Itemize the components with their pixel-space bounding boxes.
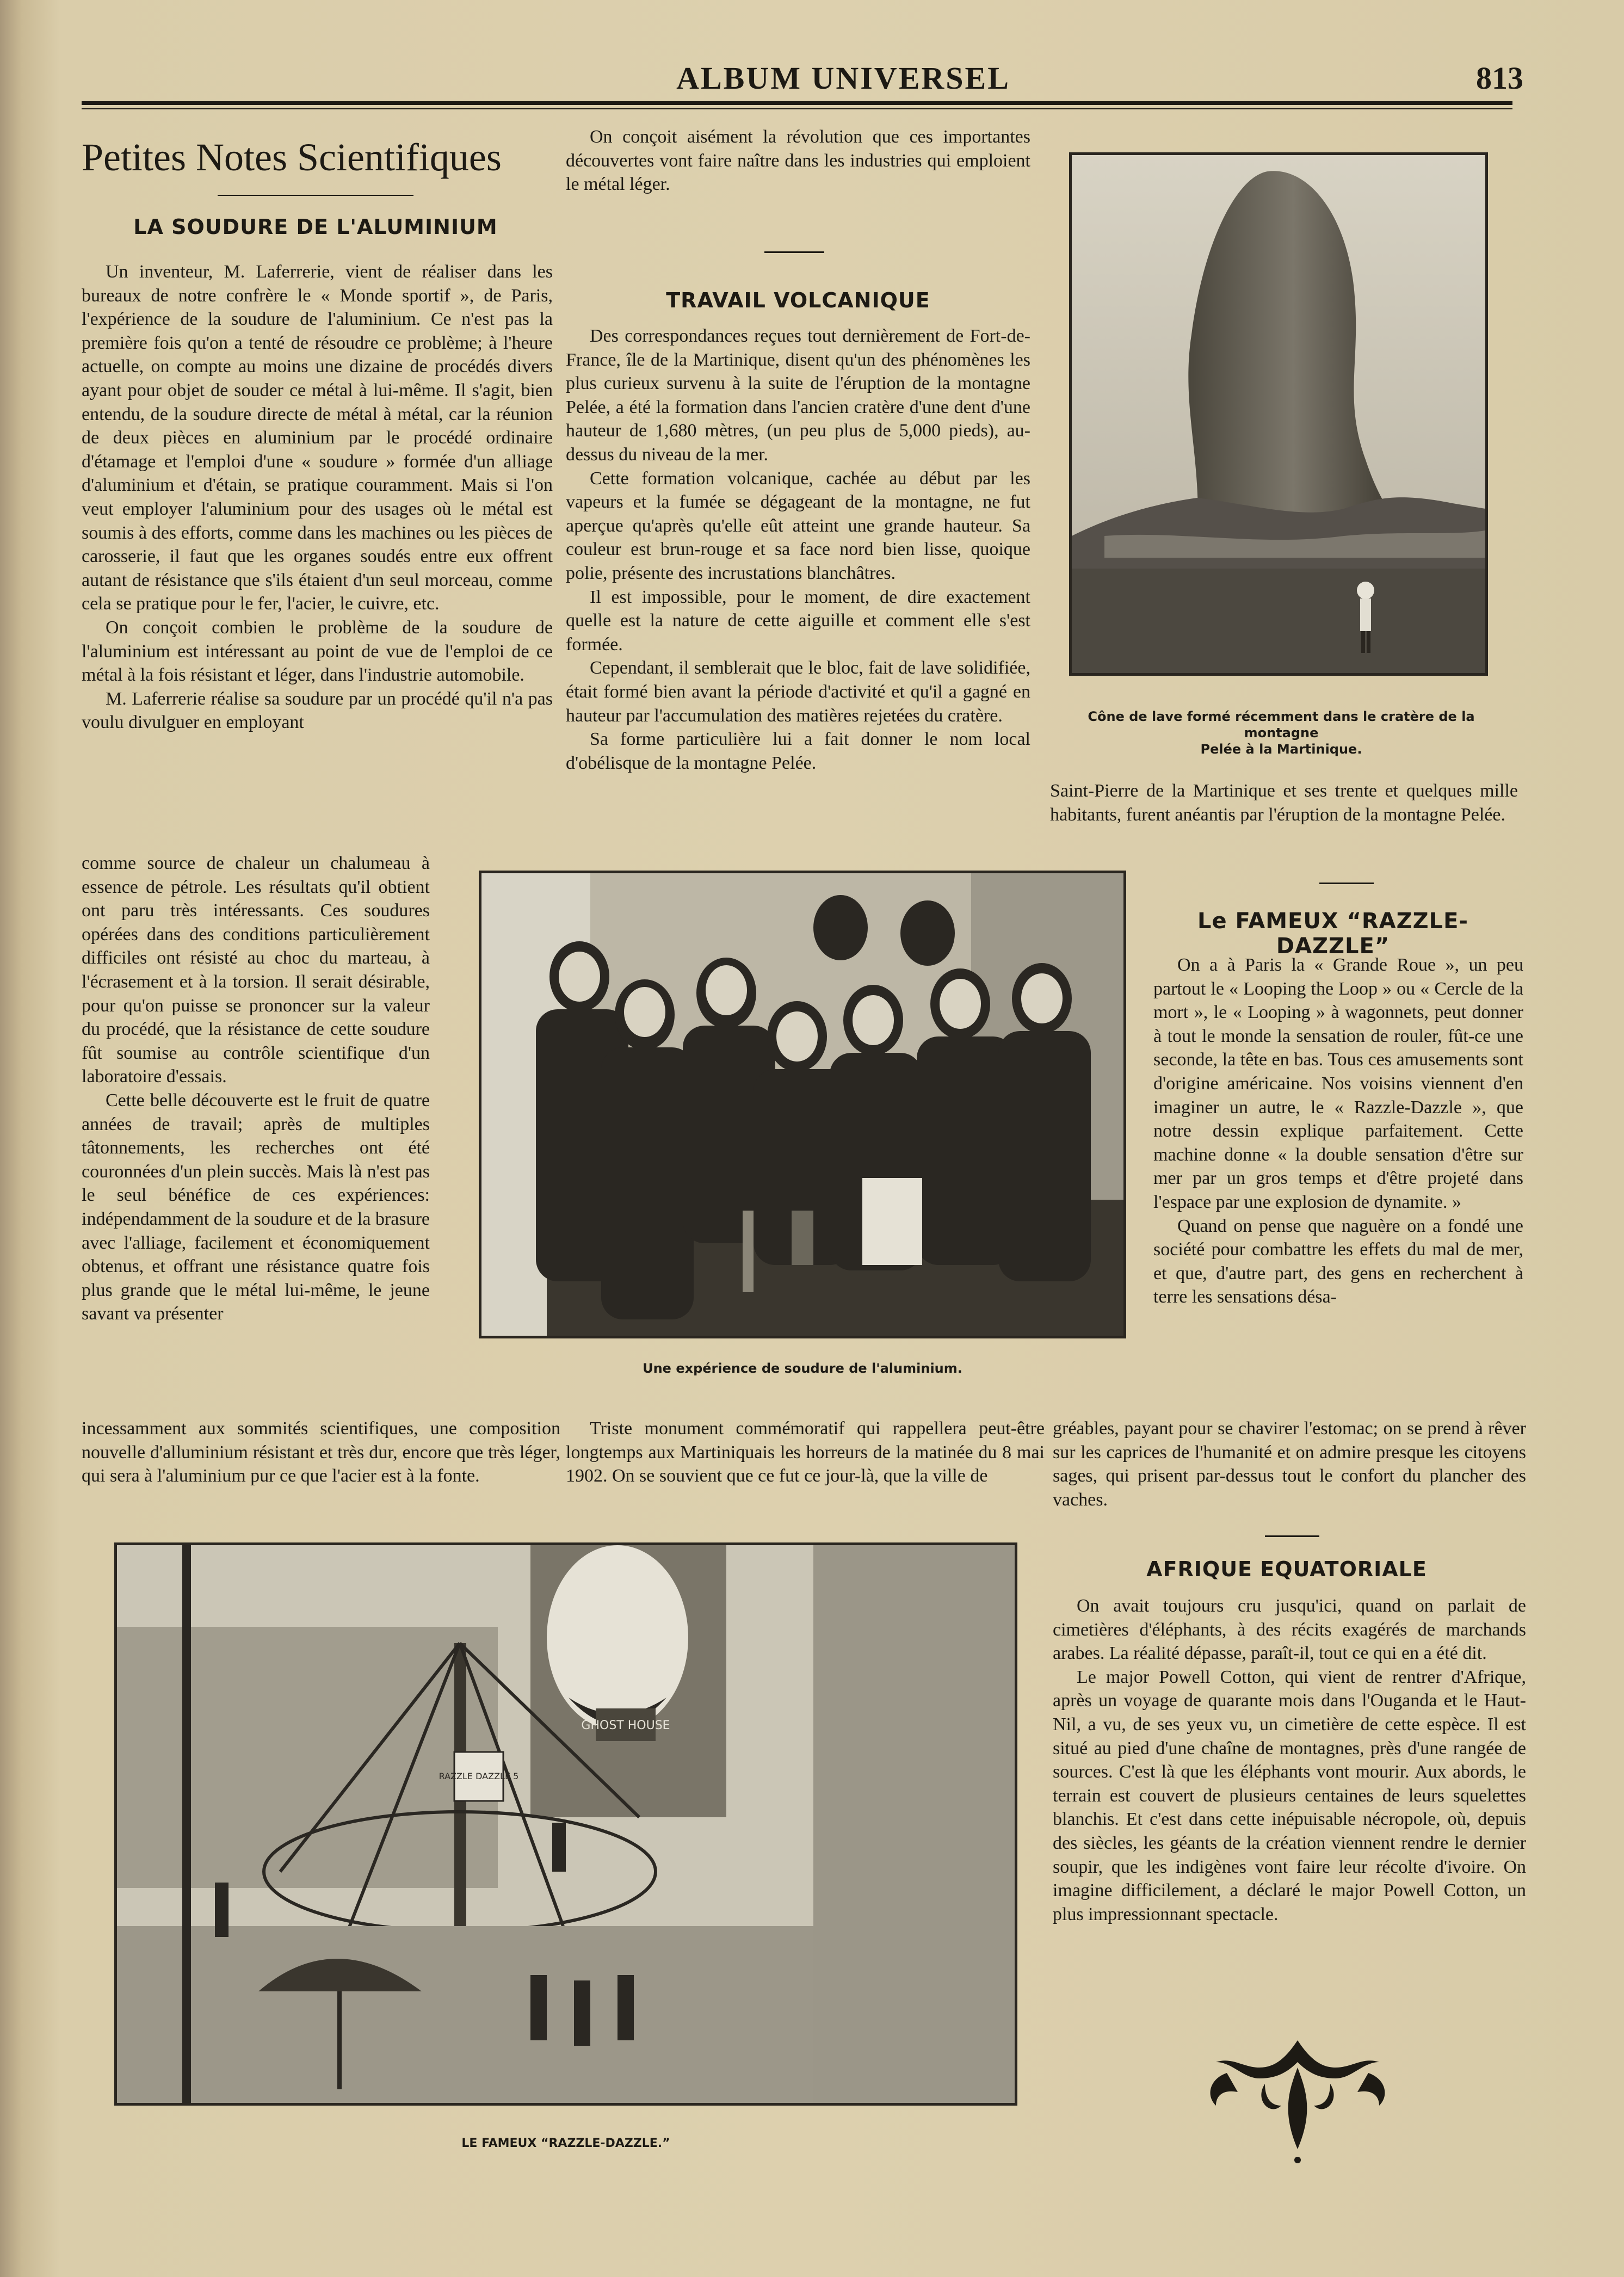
soudure-paragraph: M. Laferrerie réalise sa soudure par un procédé qu'il n'a pas voulu divulguer en employant	[82, 688, 553, 733]
soudure-heading: LA SOUDURE DE L'ALUMINIUM	[133, 215, 498, 239]
volcanique-paragraph: Cette formation volcanique, cachée au début par les vapeurs et la fumée se dégageant de la montagne, ne fut aperçue qu'après qu'elle eût atteint une grande hauteur. Sa couleur est brun-rouge et sa face nord bien lisse, quoique polie, présente des incrustations blanchâtres.	[566, 468, 1030, 583]
ornament-icon	[1194, 2035, 1401, 2165]
razzle-article-end	[1053, 1417, 1526, 1511]
soudure-article-end	[82, 1417, 560, 1488]
razzle-dazzle-photo	[114, 1542, 1017, 2106]
volcanique-paragraph: Saint-Pierre de la Martinique et ses trente et quelques mille habitants, furent anéantis par l'éruption de la montagne Pelée.	[1050, 781, 1518, 825]
razzle-dazzle-sign: RAZZLE DAZZLE 5	[439, 1771, 519, 1781]
soudure-photo	[479, 871, 1126, 1338]
ornament-flourish	[1194, 2035, 1401, 2165]
razzle-paragraph: Quand on pense que naguère on a fondé une société pour combattre les effets du mal de mer, et que, d'autre part, des gens en recherchent à terre les sensations désa-	[1153, 1215, 1523, 1307]
article-separator	[764, 251, 824, 253]
volcanique-article-end	[566, 1417, 1045, 1488]
volcanique-paragraph: Il est impossible, pour le moment, de dire exactement quelle est la nature de cette aiguille et comment elle s'est formée.	[566, 587, 1030, 655]
workshop-group-illustration	[481, 873, 1123, 1336]
header-rule	[82, 101, 1512, 105]
article-separator	[1265, 1535, 1319, 1537]
article-separator	[1319, 883, 1374, 884]
soudure-paragraph: comme source de chaleur un chalumeau à essence de pétrole. Les résultats qu'il obtient ont paru très intéressants. Ces soudures opérées dans des conditions particulièrement difficiles ont résisté au choc du marteau, à l'écrasement et à la torsion. Il serait désirable, pour qu'on puisse se prononcer sur la valeur du procédé, que la résistance de cette soudure fût soumise au contrôle scientifique d'un laboratoire d'essais.	[82, 853, 430, 1087]
soudure-paragraph: Cette belle découverte est le fruit de quatre années de travail; après de multiples tâtonnements, les recherches ont été couronnées d'un plein succès. Mais là n'est pas le seul bénéfice de ces expériences: indépendamment de la soudure et de la brasure avec l'alliage, facilement et économiquement obtenus, et offrant une résistance quatre fois plus grande que le métal lui-même, le jeune savant va présenter	[82, 1090, 430, 1324]
volcanique-paragraph: Sa forme particulière lui a fait donner le nom local d'obélisque de la montagne Pelée.	[566, 729, 1030, 773]
afrique-paragraph: Le major Powell Cotton, qui vient de rentrer d'Afrique, après un voyage de quarante mois dans l'Ouganda et le Haut-Nil, a vu, de ses yeux vu, un cimetière de cette espèce. Il est situé au pied d'une chaîne de montagnes, près d'une rangée de sources. C'est là que les éléphants vont mourir. Aux abords, le terrain est couvert de plusieurs centaines de leurs squelettes blanchis. Et c'est dans cette inépuisable nécropole, où, depuis des siècles, les géants de la création viennent rendre le dernier soupir, que les indigènes vont faire leur récolte d'ivoire. On imagine difficilement, a déclaré le major Powell Cotton, un plus impressionnant spectacle.	[1053, 1667, 1526, 1924]
razzle-paragraph: gréables, payant pour se chavirer l'estomac; on se prend à rêver sur les caprices de l'humanité et on admire presque les citoyens sages, qui prisent par-dessus tout le confort du plancher des vaches.	[1053, 1418, 1526, 1510]
volcanique-paragraph: Triste monument commémoratif qui rappellera peut-être longtemps aux Martiniquais les horreurs de la matinée du 8 mai 1902. On se souvient que ce fut ce jour-là, que la ville de	[566, 1418, 1045, 1486]
afrique-heading: AFRIQUE EQUATORIALE	[1146, 1557, 1427, 1581]
soudure-article	[82, 260, 553, 735]
razzle-heading: Le FAMEUX “RAZZLE-DAZZLE”	[1197, 909, 1469, 959]
soudure-conclusion	[566, 125, 1030, 196]
lava-cone-illustration	[1072, 155, 1485, 673]
volcano-caption-line: Cône de lave formé récemment dans le cratère de la montagne	[1088, 709, 1475, 741]
volcano-caption-line: Pelée à la Martinique.	[1200, 742, 1362, 757]
razzle-paragraph: On a à Paris la « Grande Roue », un peu partout le « Looping the Loop » ou « Cercle de la mort », le « Looping » à wagonnets, peut donner à tout le monde la sensation de rouler, fût-ce une seconde, la tête en bas. Tous ces amusements sont d'origine américaine. Nos voisins viennent d'en imaginer un autre, le « Razzle-Dazzle », que notre dessin explique parfaitement. Cette machine donne « la double sensation d'être sur mer par un gros temps et d'être projeté dans l'espace par une explosion de dynamite. »	[1153, 955, 1523, 1212]
carnival-ride-illustration	[117, 1545, 1015, 2103]
afrique-article	[1053, 1594, 1526, 1926]
soudure-paragraph: On conçoit combien le problème de la soudure de l'aluminium est intéressant au point de vue de l'emploi de ce métal à la fois résistant et léger, dans l'industrie automobile.	[82, 617, 553, 686]
masthead-title: ALBUM UNIVERSEL	[676, 60, 1010, 96]
soudure-paragraph: Un inventeur, M. Laferrerie, vient de réaliser dans les bureaux de notre confrère le « Monde sportif », de Paris, l'expérience de la soudure de l'aluminium. Ce n'est pas la première fois qu'on a tenté de résoudre ce problème; à l'heure actuelle, on compte au moins une dizaine de procédés divers ayant pour objet de souder ce métal à lui-même. Il s'agit, bien entendu, de la soudure directe de métal à métal, car la réunion de deux pièces en aluminium par le procédé ordinaire d'étamage et l'emploi d'une « soudure » formée d'un alliage d'aluminium et d'étain, se pratique couramment. Mais si l'on veut employer l'aluminium pour des usages où le métal est soumis à des efforts, comme dans les machines ou les pièces de carosserie, il faut que les organes soudés entre eux offrent autant de résistance que s'ils étaient d'un seul morceau, comme cela se pratique pour le fer, l'acier, le cuivre, etc.	[82, 262, 553, 614]
volcano-photo	[1069, 152, 1488, 676]
soudure-paragraph: On conçoit aisément la révolution que ces importantes découvertes vont faire naître dans les industries qui emploient le métal léger.	[566, 127, 1030, 195]
volcanique-article-cont	[1050, 779, 1518, 826]
soudure-paragraph: incessamment aux sommités scientifiques, une composition nouvelle d'alluminium résistant et très dur, encore que très léger, qui sera à l'aluminium pur ce que l'acier est à la fonte.	[82, 1418, 560, 1486]
page-number: 813	[1476, 60, 1523, 96]
section-title: Petites Notes Scientifiques	[82, 135, 502, 179]
afrique-paragraph: On avait toujours cru jusqu'ici, quand on parlait de cimetières d'éléphants, à des récits exagérés de marchands arabes. La réalité dépasse, paraît-il, tout ce qui en a été dit.	[1053, 1596, 1526, 1664]
soudure-article-narrow	[82, 851, 430, 1326]
volcanique-heading: TRAVAIL VOLCANIQUE	[666, 288, 930, 312]
razzle-article	[1153, 953, 1523, 1309]
section-title-underline	[218, 195, 413, 196]
volcanique-paragraph: Des correspondances reçues tout dernièrement de Fort-de-France, île de la Martinique, disent qu'un des phénomènes les plus curieux survenu à la suite de l'éruption de la montagne Pelée, a été la formation dans l'ancien cratère d'une dent d'une hauteur de 1,680 mètres, (un peu plus de 5,000 pieds), au-dessus du niveau de la mer.	[566, 326, 1030, 465]
volcanique-paragraph: Cependant, il semblerait que le bloc, fait de lave solidifiée, était formé bien avant la période d'activité et qu'il a gagné en hauteur par l'accumulation des matières rejetées du cratère.	[566, 658, 1030, 726]
volcanique-article	[566, 324, 1030, 775]
header-rule-thin	[82, 108, 1512, 109]
ghost-house-sign: GHOST HOUSE	[581, 1719, 670, 1732]
soudure-photo-caption: Une expérience de soudure de l'aluminium.	[643, 1361, 962, 1376]
volcano-caption	[1053, 708, 1510, 757]
razzle-photo-caption: LE FAMEUX “RAZZLE-DAZZLE.”	[461, 2137, 670, 2150]
